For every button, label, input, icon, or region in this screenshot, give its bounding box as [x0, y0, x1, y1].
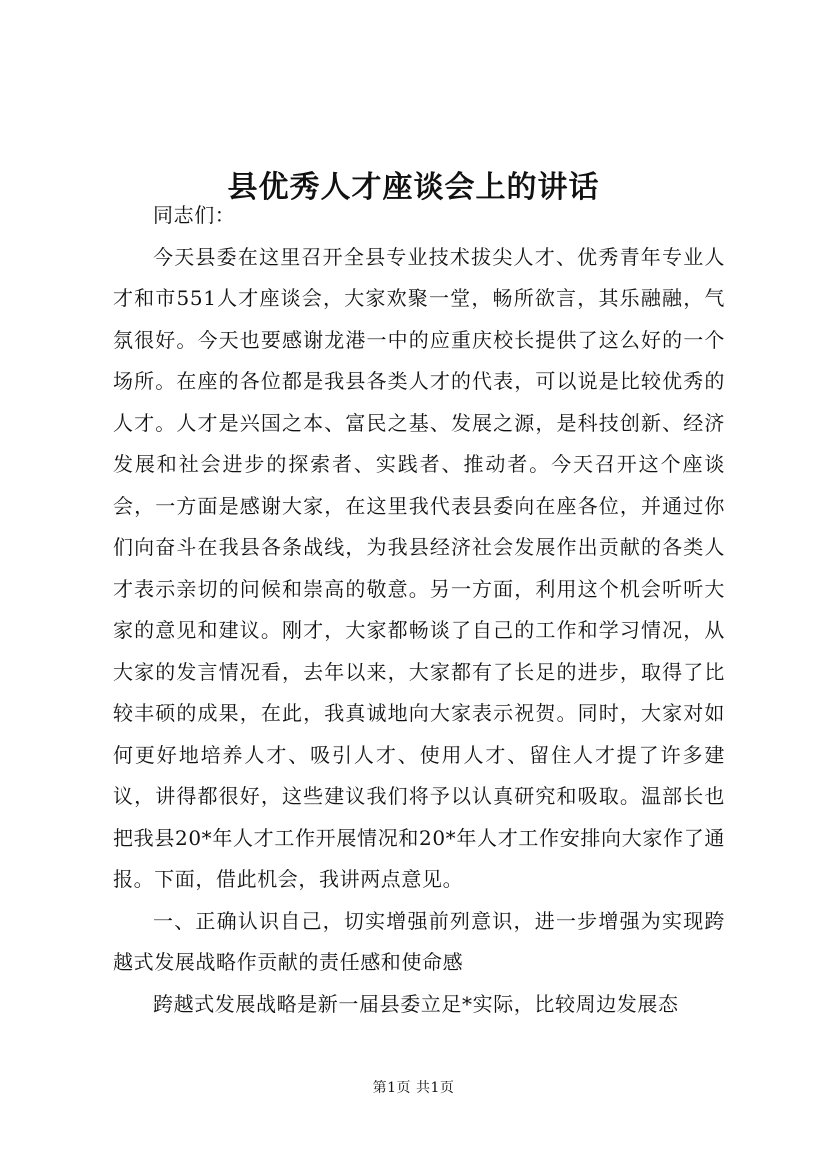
- paragraph-section-heading-1: 一、正确认识自己，切实增强前列意识，进一步增强为实现跨越式发展战略作贡献的责任感和使命感: [113, 908, 725, 974]
- document-body: [113, 195, 725, 1025]
- page-footer: 第1页 共1页: [372, 1080, 455, 1096]
- paragraph-opening: 今天县委在这里召开全县专业技术拔尖人才、优秀青年专业人才和市551人才座谈会，大家欢聚一堂，畅所欲言，其乐融融，气氛很好。今天也要感谢龙港一中的应重庆校长提供了这么好的一个场所。在座的各位都是我县各类人才的代表，可以说是比较优秀的人才。人才是兴国之本、富民之基、发展之源，是科技创新、经济发展和社会进步的探索者、实践者、推动者。今天召开这个座谈会，一方面是感谢大家，在这里我代表县委向在座各位，并通过你们向奋斗在我县各条战线，为我县经济社会发展作出贡献的各类人才表示亲切的问候和崇高的敬意。另一方面，利用这个机会听听大家的意见和建议。刚才，大家都畅谈了自己的工作和学习情况，从大家的发言情况看，去年以来，大家都有了长足的进步，取得了比较丰硕的成果，在此，我真诚地向大家表示祝贺。同时，大家对如何更好地培养人才、吸引人才、使用人才、留住人才提了许多建议，讲得都很好，这些建议我们将予以认真研究和吸取。温部长也把我县20*年人才工作开展情况和20*年人才工作安排向大家作了通报。下面，借此机会，我讲两点意见。: [113, 244, 725, 891]
- salutation: 同志们：: [153, 203, 236, 227]
- paragraph-section-1-text: 跨越式发展战略是新一届县委立足*实际，比较周边发展态: [153, 991, 679, 1016]
- document-title: 县优秀人才座谈会上的讲话: [227, 170, 600, 206]
